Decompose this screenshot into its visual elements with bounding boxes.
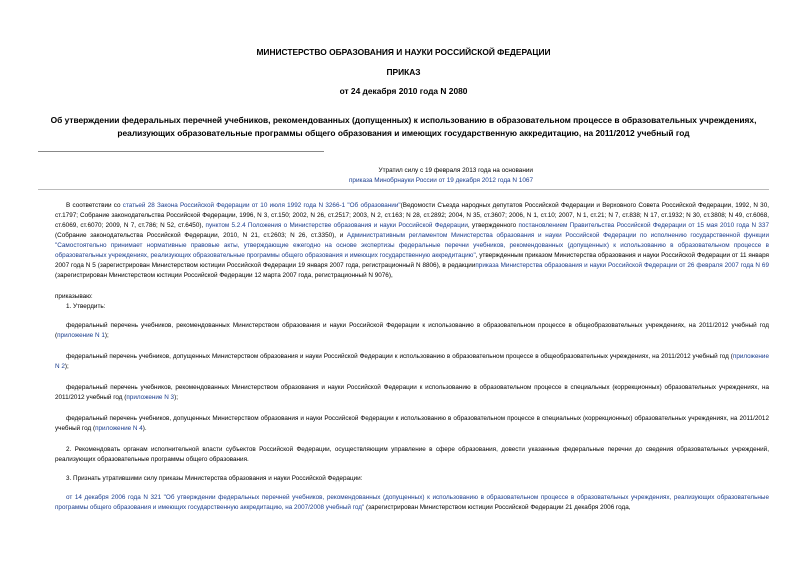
list-item-end: );	[104, 332, 109, 339]
list-item	[55, 352, 769, 372]
document-body	[55, 201, 769, 513]
law-link[interactable]: статьей 28 Закона Российской Федерации от 10 июля 1992 года N 3266-1 "Об образовании"	[122, 202, 401, 209]
list-item-text: федеральный перечень учебников, рекомендованных Министерством образования и науки Российской Федерации к использованию в образовательном процессе в общеобразовательных учреждениях, на 2011/2012 учебный год (	[55, 322, 769, 339]
divider-long	[38, 189, 769, 190]
item-2: 2. Рекомендовать органам исполнительной власти субъектов Российской Федерации, осуществляющим управление в сфере образования, довести указанные федеральные перечни до сведения образовательных учреждений, реализующих образовательные программы общего образования.	[55, 446, 769, 463]
preamble-text: В соответствии со	[66, 202, 123, 209]
item-1: 1. Утвердить:	[66, 303, 106, 310]
status-link[interactable]: приказа Минобрнауки России от 19 декабря 2012 года N 1067	[348, 177, 533, 184]
order-word: приказываю:	[55, 293, 93, 300]
preamble-text: (Ведомости Съезда народных депутатов Российской Федерации и Верховного Совета Российской Федерации, 1992, N 30, ст.1797; Собрание законодательства Российской Федерации, 1996, N 3, ст.150; 2002, N 26, ст.2517; 2003, N 2, ст.163; N 28, ст.2892; 2004, N 35, ст.3607; 2006, N 1, ст.10; 2007, N 1, ст.21; N 7, ст.838; N 17, ст.1932; N 30, ст.3808; N 49, ст.6068, ст.6069, ст.6070; 2009, N 7, ст.786; N 52, ст.6450),	[55, 202, 769, 229]
appendix-4-link[interactable]: приложение N 4	[95, 425, 143, 432]
repealed-order-text: (зарегистрирован Министерством юстиции Российской Федерации 21 декабря 2006 года,	[364, 504, 631, 511]
list-item	[55, 414, 769, 434]
appendix-3-link[interactable]: приложение N 3	[126, 394, 175, 401]
list-item-text: федеральный перечень учебников, допущенных Министерством образования и науки Российской Федерации к использованию в образовательном процессе в специальных (коррекционных) образовательных учреждениях, на 2011/2012 учебный год (	[55, 415, 769, 432]
regulation-link[interactable]: пунктом 5.2.4 Положения о Министерстве образования и науки Российской Федерации	[205, 222, 468, 229]
preamble-text: , утвержденным приказом Министерства образования и науки Российской Федерации от 11 января 2007 года N 5 (зарегистрирован Министерством юстиции Российской Федерации 19 января 2007 года, регистрационный N 8806), в редакции	[55, 252, 769, 269]
list-item	[55, 383, 769, 403]
appendix-1-link[interactable]: приложение N 1	[57, 332, 105, 339]
order-date: от 24 декабря 2010 года N 2080	[339, 86, 468, 96]
divider-short	[38, 151, 324, 152]
list-item-end: ).	[142, 425, 147, 432]
list-item	[55, 321, 769, 341]
preamble-paragraph	[55, 201, 769, 281]
document-title: Об утверждении федеральных перечней учебников, рекомендованных (допущенных) к использованию в образовательном процессе в образовательных учреждениях, реализующих образовательные программы общего образования и имеющих государственную аккредитацию, на 2011/2012 учебный год	[50, 115, 757, 138]
list-item-end: );	[64, 363, 69, 370]
admin-regulation-link[interactable]: Административным регламентом Министерства образования и науки Российской Федерации по исполнению государственной функции "Самостоятельно принимает нормативные правовые акты, утверждающие ежегодно на основе экспертизы федеральные перечни учебников, рекомендованных (допущенных) к использованию в образовательном процессе в образовательных учреждениях, реализующих образовательные программы общего образования и имеющих государственную аккредитацию"	[55, 232, 769, 259]
order-heading: ПРИКАЗ	[386, 67, 421, 77]
status-note	[38, 166, 769, 186]
preamble-text: (зарегистрирован Министерством юстиции Российской Федерации 12 марта 2007 года, регистрационный N 9076),	[55, 272, 393, 279]
preamble-text: , утвержденного	[467, 222, 519, 229]
list-item-end: );	[174, 394, 178, 401]
preamble-text: (Собрание законодательства Российской Федерации, 2010, N 21, ст.2603; N 26, ст.3350), и	[55, 232, 347, 239]
status-line: Утратил силу с 19 февраля 2013 года на основании	[378, 167, 533, 174]
appendix-2-link[interactable]: приложение N 2	[55, 353, 769, 370]
decree-link[interactable]: постановлением Правительства Российской Федерации от 15 мая 2010 года N 337	[518, 222, 769, 229]
item-3: 3. Признать утратившими силу приказы Министерства образования и науки Российской Федерации:	[66, 475, 363, 482]
order-69-link[interactable]: приказа Министерства образования и науки Российской Федерации от 26 февраля 2007 года N 69	[475, 262, 769, 269]
list-item-text: федеральный перечень учебников, допущенных Министерством образования и науки Российской Федерации к использованию в образовательном процессе в общеобразовательных учреждениях, на 2011/2012 учебный год (	[66, 353, 733, 360]
order-321-link[interactable]: от 14 декабря 2006 года N 321 "Об утверждении федеральных перечней учебников, рекомендованных (допущенных) к использованию в образовательном процессе в образовательных учреждениях, реализующих образовательные программы общего образования и имеющих государственную аккредитацию, на 2007/2008 учебный год"	[55, 494, 769, 511]
repealed-order-paragraph	[55, 493, 769, 513]
list-item-text: федеральный перечень учебников, рекомендованных Министерством образования и науки Российской Федерации к использованию в образовательном процессе в специальных (коррекционных) образовательных учреждениях, на 2011/2012 учебный год (	[55, 384, 769, 401]
ministry-name: МИНИСТЕРСТВО ОБРАЗОВАНИЯ И НАУКИ РОССИЙСКОЙ ФЕДЕРАЦИИ	[256, 47, 551, 57]
